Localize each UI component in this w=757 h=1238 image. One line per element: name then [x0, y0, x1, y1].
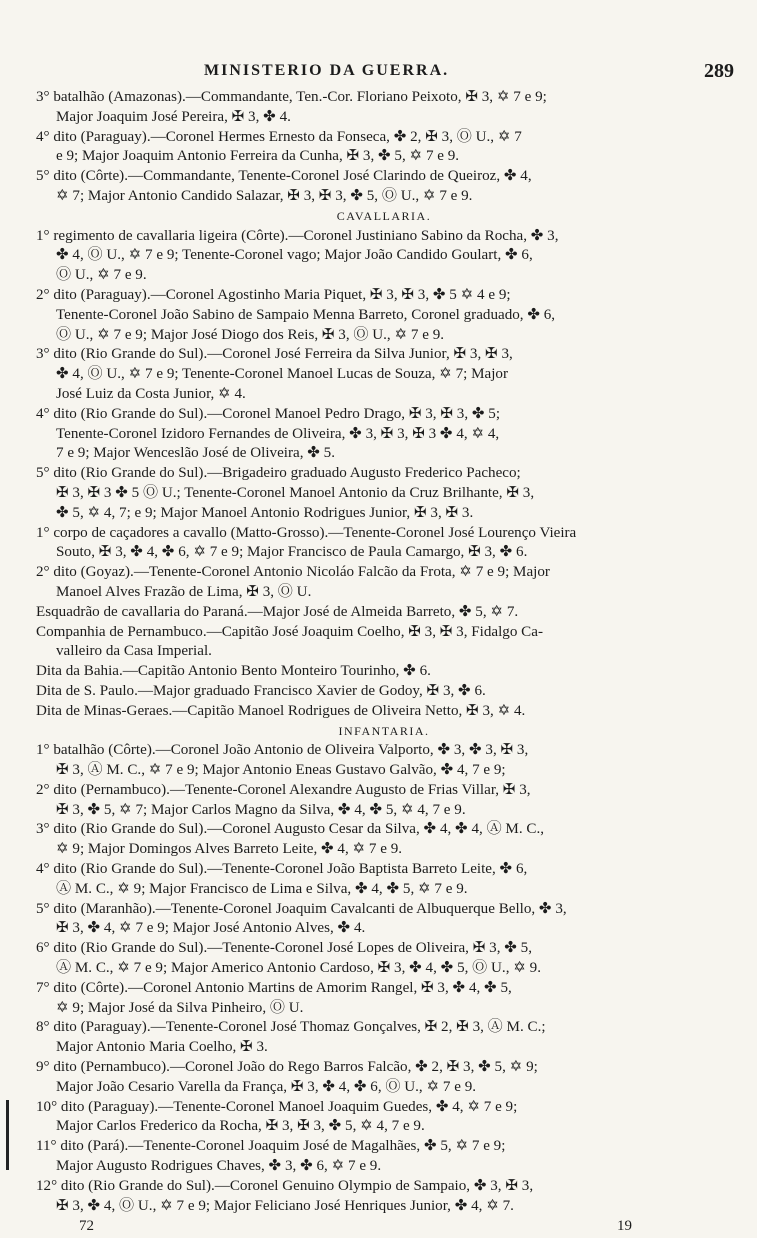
entry-first-line: 10° dito (Paraguay).—Tenente-Coronel Manoel Joaquim Guedes, ✤ 4, ✡ 7 e 9; — [36, 1098, 518, 1115]
entry-continuation-line: Major João Cesario Varella da França, ✠ 3, ✤ 4, ✤ 6, Ⓞ U., ✡ 7 e 9. — [56, 1078, 477, 1095]
entry-continuation-line: ✡ 9; Major José da Silva Pinheiro, Ⓞ U. — [56, 999, 304, 1016]
entry-continuation-line: ✠ 3, ✠ 3 ✤ 5 Ⓞ U.; Tenente-Coronel Manoel Antonio da Cruz Brilhante, ✠ 3, — [56, 484, 535, 501]
entry-continuation-line: Ⓞ U., ✡ 7 e 9; Major José Diogo dos Reis, ✠ 3, Ⓞ U., ✡ 7 e 9. — [56, 326, 445, 343]
entry-first-line: 4° dito (Paraguay).—Coronel Hermes Ernesto da Fonseca, ✤ 2, ✠ 3, Ⓞ U., ✡ 7 — [36, 128, 522, 145]
entry-first-line: Dita de S. Paulo.—Major graduado Francisco Xavier de Godoy, ✠ 3, ✤ 6. — [36, 682, 486, 699]
entry-first-line: Dita de Minas-Geraes.—Capitão Manoel Rodrigues de Oliveira Netto, ✠ 3, ✡ 4. — [36, 702, 526, 719]
entry-continuation-line: ✤ 4, Ⓞ U., ✡ 7 e 9; Tenente-Coronel Manoel Lucas de Souza, ✡ 7; Major — [56, 366, 509, 383]
sheet-number: 19 — [617, 1218, 632, 1235]
entry-continuation-line: Ⓞ U., ✡ 7 e 9. — [56, 267, 147, 284]
entry-first-line: 1° batalhão (Côrte).—Coronel João Antonio de Oliveira Valporto, ✤ 3, ✤ 3, ✠ 3, — [36, 742, 529, 759]
entry-continuation-line: Major Antonio Maria Coelho, ✠ 3. — [56, 1039, 268, 1056]
entry-first-line: 1° corpo de caçadores a cavallo (Matto-Grosso).—Tenente-Coronel José Lourenço Vieira — [36, 524, 577, 541]
entry-continuation-line: ✠ 3, Ⓐ M. C., ✡ 7 e 9; Major Antonio Eneas Gustavo Galvão, ✤ 4, 7 e 9; — [56, 762, 506, 779]
document-page — [34, 56, 734, 1238]
entry-continuation-line: José Luiz da Costa Junior, ✡ 4. — [56, 385, 246, 402]
entry-first-line: 2° dito (Pernambuco).—Tenente-Coronel Alexandre Augusto de Frias Villar, ✠ 3, — [36, 781, 531, 798]
entry-first-line: 3° dito (Rio Grande do Sul).—Coronel Augusto Cesar da Silva, ✤ 4, ✤ 4, Ⓐ M. C., — [36, 821, 545, 838]
entry-continuation-line: Ⓐ M. C., ✡ 7 e 9; Major Americo Antonio Cardoso, ✠ 3, ✤ 4, ✤ 5, Ⓞ U., ✡ 9. — [56, 960, 541, 977]
entry-first-line: 4° dito (Rio Grande do Sul).—Coronel Manoel Pedro Drago, ✠ 3, ✠ 3, ✤ 5; — [36, 405, 501, 422]
entry-continuation-line: ✠ 3, ✤ 4, Ⓞ U., ✡ 7 e 9; Major Feliciano José Henriques Junior, ✤ 4, ✡ 7. — [56, 1197, 514, 1214]
entry-continuation-line: ✠ 3, ✤ 5, ✡ 7; Major Carlos Magno da Silva, ✤ 4, ✤ 5, ✡ 4, 7 e 9. — [56, 801, 466, 818]
entry-first-line: 12° dito (Rio Grande do Sul).—Coronel Genuino Olympio de Sampaio, ✤ 3, ✠ 3, — [36, 1177, 534, 1194]
entry-first-line: 2° dito (Paraguay).—Coronel Agostinho Maria Piquet, ✠ 3, ✠ 3, ✤ 5 ✡ 4 e 9; — [36, 286, 511, 303]
page-header — [34, 56, 734, 86]
entry-continuation-line: ✤ 4, Ⓞ U., ✡ 7 e 9; Tenente-Coronel vago; Major João Candido Goulart, ✤ 6, — [56, 247, 533, 264]
entry-continuation-line: ✠ 3, ✤ 4, ✡ 7 e 9; Major José Antonio Alves, ✤ 4. — [56, 920, 366, 937]
entry-first-line: 9° dito (Pernambuco).—Coronel João do Rego Barros Falcão, ✤ 2, ✠ 3, ✤ 5, ✡ 9; — [36, 1059, 538, 1076]
entry-continuation-line: ✤ 5, ✡ 4, 7; e 9; Major Manoel Antonio Rodrigues Junior, ✠ 3, ✠ 3. — [56, 504, 474, 521]
binding-edge-mark — [6, 1100, 9, 1170]
entry-continuation-line: Manoel Alves Frazão de Lima, ✠ 3, Ⓞ U. — [56, 583, 312, 600]
entry-first-line: Companhia de Pernambuco.—Capitão José Joaquim Coelho, ✠ 3, ✠ 3, Fidalgo Ca- — [36, 623, 543, 640]
entry-first-line: 4° dito (Rio Grande do Sul).—Tenente-Coronel João Baptista Barreto Leite, ✤ 6, — [36, 861, 528, 878]
signature-mark: 72 — [79, 1218, 94, 1235]
text-body — [34, 88, 734, 1216]
entry-continuation-line: Major Augusto Rodrigues Chaves, ✤ 3, ✤ 6, ✡ 7 e 9. — [56, 1158, 382, 1175]
section-heading: CAVALLARIA. — [336, 208, 432, 223]
entry-first-line: 2° dito (Goyaz).—Tenente-Coronel Antonio Nicoláo Falcão da Frota, ✡ 7 e 9; Major — [36, 564, 550, 581]
entry-continuation-line: ✡ 7; Major Antonio Candido Salazar, ✠ 3, ✠ 3, ✤ 5, Ⓞ U., ✡ 7 e 9. — [56, 187, 473, 204]
entry-continuation-line: Major Carlos Frederico da Rocha, ✠ 3, ✠ 3, ✤ 5, ✡ 4, 7 e 9. — [56, 1118, 425, 1135]
entry-continuation-line: ✡ 9; Major Domingos Alves Barreto Leite, ✤ 4, ✡ 7 e 9. — [56, 841, 403, 858]
entry-continuation-line: valleiro da Casa Imperial. — [56, 643, 212, 660]
page-number: 289 — [704, 60, 734, 82]
entry-first-line: 3° dito (Rio Grande do Sul).—Coronel José Ferreira da Silva Junior, ✠ 3, ✠ 3, — [36, 346, 513, 363]
section-heading: INFANTARIA. — [338, 723, 430, 738]
entry-first-line: 5° dito (Rio Grande do Sul).—Brigadeiro graduado Augusto Frederico Pacheco; — [36, 465, 521, 482]
entry-first-line: 3° batalhão (Amazonas).—Commandante, Ten.-Cor. Floriano Peixoto, ✠ 3, ✡ 7 e 9; — [36, 89, 547, 105]
entry-first-line: 5° dito (Maranhão).—Tenente-Coronel Joaquim Cavalcanti de Albuquerque Bello, ✤ 3, — [36, 900, 567, 917]
entry-continuation-line: Major Joaquim José Pereira, ✠ 3, ✤ 4. — [56, 108, 291, 125]
entry-continuation-line: Souto, ✠ 3, ✤ 4, ✤ 6, ✡ 7 e 9; Major Francisco de Paula Camargo, ✠ 3, ✤ 6. — [56, 544, 528, 561]
entry-continuation-line: e 9; Major Joaquim Antonio Ferreira da Cunha, ✠ 3, ✤ 5, ✡ 7 e 9. — [56, 148, 460, 165]
entry-first-line: Dita da Bahia.—Capitão Antonio Bento Monteiro Tourinho, ✤ 6. — [36, 663, 431, 680]
entry-first-line: Esquadrão de cavallaria do Paraná.—Major José de Almeida Barreto, ✤ 5, ✡ 7. — [36, 603, 519, 620]
page-footer — [34, 1218, 734, 1238]
entry-continuation-line: 7 e 9; Major Wenceslão José de Oliveira, ✤ 5. — [56, 445, 335, 462]
entry-first-line: 5° dito (Côrte).—Commandante, Tenente-Coronel José Clarindo de Queiroz, ✤ 4, — [36, 168, 532, 185]
entry-continuation-line: Ⓐ M. C., ✡ 9; Major Francisco de Lima e Silva, ✤ 4, ✤ 5, ✡ 7 e 9. — [56, 880, 468, 897]
entry-continuation-line: Tenente-Coronel Izidoro Fernandes de Oliveira, ✤ 3, ✠ 3, ✠ 3 ✤ 4, ✡ 4, — [56, 425, 500, 442]
entry-first-line: 1° regimento de cavallaria ligeira (Côrte).—Coronel Justiniano Sabino da Rocha, ✤ 3, — [36, 227, 559, 244]
running-title: MINISTERIO DA GUERRA. — [204, 62, 450, 79]
entry-continuation-line: Tenente-Coronel João Sabino de Sampaio Menna Barreto, Coronel graduado, ✤ 6, — [56, 306, 556, 323]
entry-first-line: 11° dito (Pará).—Tenente-Coronel Joaquim José de Magalhães, ✤ 5, ✡ 7 e 9; — [36, 1138, 506, 1155]
entry-first-line: 6° dito (Rio Grande do Sul).—Tenente-Coronel José Lopes de Oliveira, ✠ 3, ✤ 5, — [36, 940, 532, 957]
entry-first-line: 7° dito (Côrte).—Coronel Antonio Martins de Amorim Rangel, ✠ 3, ✤ 4, ✤ 5, — [36, 979, 512, 996]
entry-first-line: 8° dito (Paraguay).—Tenente-Coronel José Thomaz Gonçalves, ✠ 2, ✠ 3, Ⓐ M. C.; — [36, 1019, 546, 1036]
